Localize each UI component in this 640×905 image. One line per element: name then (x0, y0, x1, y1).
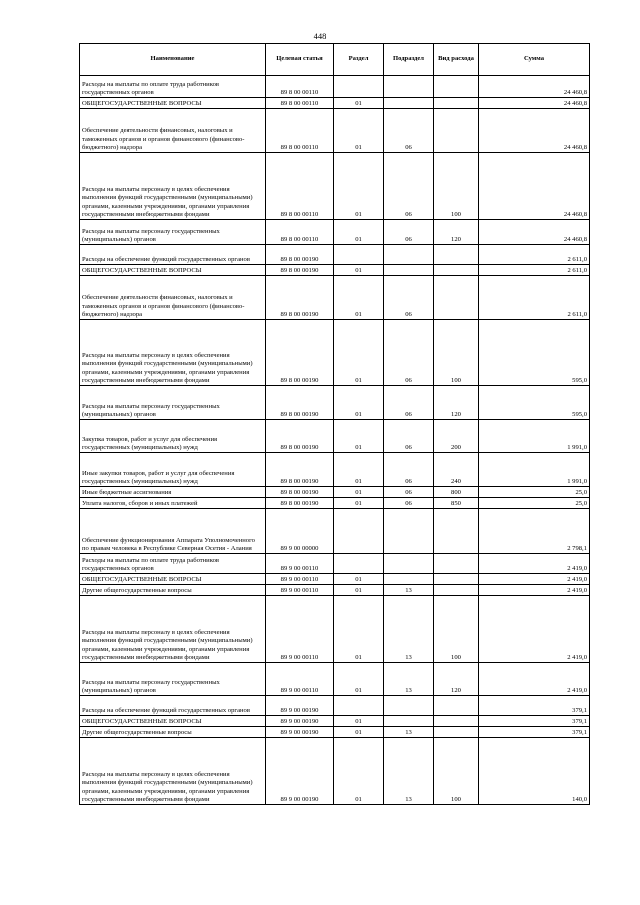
row-section-cell: 01 (334, 585, 384, 596)
row-name-cell: Расходы на выплаты персоналу в целях обеспечения выполнения функций государственными (муниципальными) органами, казенными учреждениями, органами управления государственными внебюджетными фондами (80, 153, 266, 220)
row-section-cell (334, 696, 384, 716)
table-row (80, 265, 590, 276)
row-section-cell: 01 (334, 220, 384, 245)
table-row (80, 738, 590, 805)
row-name-cell: Расходы на выплаты персоналу государственных (муниципальных) органов (80, 386, 266, 420)
table-row (80, 453, 590, 487)
row-section-cell: 01 (334, 420, 384, 453)
row-expense-type-cell (434, 109, 479, 153)
row-target-article-cell: 89 8 00 00190 (266, 320, 334, 386)
row-expense-type-cell (434, 716, 479, 727)
row-expense-type-cell (434, 696, 479, 716)
row-subsection-cell: 06 (384, 453, 434, 487)
row-subsection-cell: 13 (384, 663, 434, 696)
row-target-article-cell: 89 8 00 00110 (266, 76, 334, 98)
row-name-cell: Другие общегосударственные вопросы (80, 585, 266, 596)
row-expense-type-cell (434, 574, 479, 585)
row-subsection-cell: 06 (384, 109, 434, 153)
row-section-cell: 01 (334, 498, 384, 509)
row-name-cell: Обеспечение функционирования Аппарата Уполномоченного по правам человека в Республике Северная Осетия - Алания (80, 509, 266, 554)
row-expense-type-cell: 850 (434, 498, 479, 509)
row-section-cell: 01 (334, 98, 384, 109)
row-name-cell: ОБЩЕГОСУДАРСТВЕННЫЕ ВОПРОСЫ (80, 98, 266, 109)
table-row (80, 153, 590, 220)
table-row (80, 220, 590, 245)
table-row (80, 509, 590, 554)
header-target-article: Целевая статья (266, 44, 334, 76)
table-row (80, 76, 590, 98)
row-target-article-cell: 89 8 00 00190 (266, 487, 334, 498)
row-target-article-cell: 89 8 00 00190 (266, 420, 334, 453)
row-expense-type-cell: 100 (434, 153, 479, 220)
row-sum-cell: 379,1 (479, 696, 590, 716)
row-sum-cell: 2 611,0 (479, 245, 590, 265)
row-section-cell: 01 (334, 386, 384, 420)
row-sum-cell: 379,1 (479, 716, 590, 727)
row-name-cell: Обеспечение деятельности финансовых, налоговых и таможенных органов и органов финансового (финансово-бюджетного) надзора (80, 109, 266, 153)
budget-table (79, 43, 590, 805)
row-subsection-cell: 06 (384, 386, 434, 420)
row-section-cell (334, 245, 384, 265)
row-expense-type-cell: 800 (434, 487, 479, 498)
row-subsection-cell: 13 (384, 738, 434, 805)
row-name-cell: Закупка товаров, работ и услуг для обеспечения государственных (муниципальных) нужд (80, 420, 266, 453)
table-row (80, 98, 590, 109)
table-row (80, 716, 590, 727)
row-target-article-cell: 89 9 00 00110 (266, 574, 334, 585)
table-row (80, 574, 590, 585)
row-section-cell: 01 (334, 109, 384, 153)
row-expense-type-cell: 240 (434, 453, 479, 487)
table-row (80, 245, 590, 265)
table-body (80, 76, 590, 805)
row-sum-cell: 25,0 (479, 487, 590, 498)
header-section: Раздел (334, 44, 384, 76)
row-sum-cell: 2 419,0 (479, 663, 590, 696)
row-sum-cell: 24 460,8 (479, 98, 590, 109)
row-sum-cell: 595,0 (479, 386, 590, 420)
row-name-cell: Обеспечение деятельности финансовых, налоговых и таможенных органов и органов финансового (финансово-бюджетного) надзора (80, 276, 266, 320)
row-target-article-cell: 89 9 00 00190 (266, 727, 334, 738)
row-section-cell: 01 (334, 663, 384, 696)
row-expense-type-cell (434, 98, 479, 109)
row-section-cell (334, 76, 384, 98)
row-name-cell: Расходы на выплаты персоналу в целях обеспечения выполнения функций государственными (муниципальными) органами, казенными учреждениями, органами управления государственными внебюджетными фондами (80, 738, 266, 805)
row-target-article-cell: 89 9 00 00110 (266, 585, 334, 596)
table-row (80, 386, 590, 420)
row-target-article-cell: 89 8 00 00110 (266, 109, 334, 153)
table-row (80, 554, 590, 574)
row-expense-type-cell: 100 (434, 596, 479, 663)
row-name-cell: Расходы на выплаты персоналу в целях обеспечения выполнения функций государственными (муниципальными) органами, казенными учреждениями, органами управления государственными внебюджетными фондами (80, 320, 266, 386)
page-number: 448 (313, 31, 327, 41)
row-target-article-cell: 89 9 00 00190 (266, 696, 334, 716)
row-sum-cell: 2 419,0 (479, 596, 590, 663)
row-expense-type-cell (434, 245, 479, 265)
row-name-cell: ОБЩЕГОСУДАРСТВЕННЫЕ ВОПРОСЫ (80, 265, 266, 276)
row-name-cell: Расходы на выплаты персоналу государственных (муниципальных) органов (80, 220, 266, 245)
table-row (80, 696, 590, 716)
header-row (80, 44, 590, 76)
table-row (80, 487, 590, 498)
row-expense-type-cell: 200 (434, 420, 479, 453)
row-target-article-cell: 89 8 00 00190 (266, 245, 334, 265)
row-section-cell: 01 (334, 727, 384, 738)
row-sum-cell: 1 991,0 (479, 420, 590, 453)
row-sum-cell: 24 460,8 (479, 220, 590, 245)
row-expense-type-cell (434, 727, 479, 738)
row-name-cell: Уплата налогов, сборов и иных платежей (80, 498, 266, 509)
row-subsection-cell (384, 554, 434, 574)
table-row (80, 109, 590, 153)
table-row (80, 276, 590, 320)
row-name-cell: Иные закупки товаров, работ и услуг для обеспечения государственных (муниципальных) нужд (80, 453, 266, 487)
row-sum-cell: 24 460,8 (479, 109, 590, 153)
row-subsection-cell: 06 (384, 220, 434, 245)
row-name-cell: Расходы на выплаты по оплате труда работников государственных органов (80, 554, 266, 574)
row-section-cell: 01 (334, 276, 384, 320)
row-sum-cell: 24 460,8 (479, 76, 590, 98)
row-expense-type-cell (434, 276, 479, 320)
row-target-article-cell: 89 9 00 00110 (266, 554, 334, 574)
row-section-cell: 01 (334, 265, 384, 276)
row-subsection-cell: 06 (384, 420, 434, 453)
row-name-cell: Другие общегосударственные вопросы (80, 727, 266, 738)
row-section-cell: 01 (334, 487, 384, 498)
row-subsection-cell: 13 (384, 727, 434, 738)
row-section-cell: 01 (334, 738, 384, 805)
row-subsection-cell (384, 574, 434, 585)
row-subsection-cell: 06 (384, 498, 434, 509)
row-expense-type-cell (434, 265, 479, 276)
row-expense-type-cell (434, 585, 479, 596)
row-section-cell (334, 509, 384, 554)
row-name-cell: ОБЩЕГОСУДАРСТВЕННЫЕ ВОПРОСЫ (80, 574, 266, 585)
row-subsection-cell (384, 245, 434, 265)
row-name-cell: Иные бюджетные ассигнования (80, 487, 266, 498)
header-name: Наименование (80, 44, 266, 76)
row-subsection-cell (384, 716, 434, 727)
row-sum-cell: 2 419,0 (479, 554, 590, 574)
table-row (80, 498, 590, 509)
table-row (80, 320, 590, 386)
row-name-cell: Расходы на выплаты персоналу в целях обеспечения выполнения функций государственными (муниципальными) органами, казенными учреждениями, органами управления государственными внебюджетными фондами (80, 596, 266, 663)
row-target-article-cell: 89 8 00 00190 (266, 276, 334, 320)
row-target-article-cell: 89 8 00 00190 (266, 453, 334, 487)
row-section-cell (334, 554, 384, 574)
row-target-article-cell: 89 8 00 00190 (266, 498, 334, 509)
row-expense-type-cell: 100 (434, 320, 479, 386)
table-row (80, 596, 590, 663)
row-subsection-cell (384, 98, 434, 109)
row-expense-type-cell: 100 (434, 738, 479, 805)
row-section-cell: 01 (334, 453, 384, 487)
row-sum-cell: 2 419,0 (479, 574, 590, 585)
row-name-cell: ОБЩЕГОСУДАРСТВЕННЫЕ ВОПРОСЫ (80, 716, 266, 727)
row-target-article-cell: 89 8 00 00110 (266, 220, 334, 245)
row-expense-type-cell: 120 (434, 386, 479, 420)
row-sum-cell: 2 798,1 (479, 509, 590, 554)
row-name-cell: Расходы на выплаты персоналу государственных (муниципальных) органов (80, 663, 266, 696)
row-target-article-cell: 89 8 00 00110 (266, 153, 334, 220)
row-target-article-cell: 89 9 00 00000 (266, 509, 334, 554)
row-section-cell: 01 (334, 320, 384, 386)
header-sum: Сумма (479, 44, 590, 76)
row-target-article-cell: 89 9 00 00110 (266, 596, 334, 663)
row-subsection-cell: 06 (384, 153, 434, 220)
row-sum-cell: 595,0 (479, 320, 590, 386)
header-subsection: Подраздел (384, 44, 434, 76)
row-subsection-cell: 06 (384, 320, 434, 386)
row-expense-type-cell: 120 (434, 220, 479, 245)
row-subsection-cell (384, 509, 434, 554)
row-section-cell: 01 (334, 153, 384, 220)
table-row (80, 727, 590, 738)
row-target-article-cell: 89 9 00 00190 (266, 738, 334, 805)
row-sum-cell: 24 460,8 (479, 153, 590, 220)
row-subsection-cell: 13 (384, 596, 434, 663)
row-subsection-cell (384, 696, 434, 716)
row-section-cell: 01 (334, 716, 384, 727)
row-target-article-cell: 89 8 00 00190 (266, 386, 334, 420)
row-target-article-cell: 89 9 00 00110 (266, 663, 334, 696)
row-sum-cell: 140,0 (479, 738, 590, 805)
row-name-cell: Расходы на выплаты по оплате труда работников государственных органов (80, 76, 266, 98)
row-sum-cell: 2 611,0 (479, 276, 590, 320)
row-sum-cell: 2 419,0 (479, 585, 590, 596)
row-sum-cell: 25,0 (479, 498, 590, 509)
row-subsection-cell: 06 (384, 276, 434, 320)
row-subsection-cell (384, 76, 434, 98)
table-row (80, 420, 590, 453)
row-section-cell: 01 (334, 596, 384, 663)
row-target-article-cell: 89 8 00 00190 (266, 265, 334, 276)
row-expense-type-cell (434, 509, 479, 554)
table-row (80, 663, 590, 696)
row-expense-type-cell (434, 554, 479, 574)
row-subsection-cell: 06 (384, 487, 434, 498)
row-sum-cell: 1 991,0 (479, 453, 590, 487)
row-subsection-cell: 13 (384, 585, 434, 596)
row-sum-cell: 379,1 (479, 727, 590, 738)
row-name-cell: Расходы на обеспечение функций государственных органов (80, 696, 266, 716)
row-expense-type-cell: 120 (434, 663, 479, 696)
row-target-article-cell: 89 9 00 00190 (266, 716, 334, 727)
row-subsection-cell (384, 265, 434, 276)
row-name-cell: Расходы на обеспечение функций государственных органов (80, 245, 266, 265)
row-target-article-cell: 89 8 00 00110 (266, 98, 334, 109)
header-expense-type: Вид расхода (434, 44, 479, 76)
row-expense-type-cell (434, 76, 479, 98)
row-sum-cell: 2 611,0 (479, 265, 590, 276)
row-section-cell: 01 (334, 574, 384, 585)
table-row (80, 585, 590, 596)
